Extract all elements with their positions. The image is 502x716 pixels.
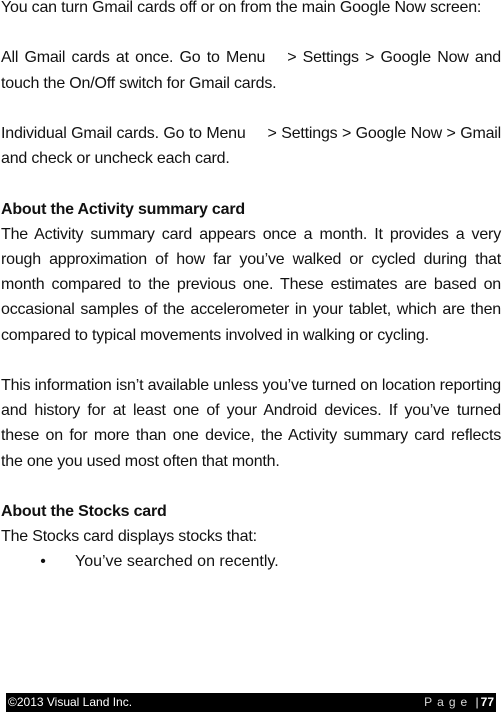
activity-heading: About the Activity summary card [1, 200, 245, 218]
list-item [1, 549, 501, 574]
page-footer [6, 693, 496, 712]
stocks-heading: About the Stocks card [1, 502, 167, 520]
all-cards-paragraph [1, 45, 501, 95]
page-indicator [424, 693, 494, 712]
individual-cards-text-end: > Settings > Google Now > Gmail and check or uncheck each card. [1, 124, 501, 168]
page-number: 77 [480, 695, 494, 709]
individual-cards-text-start: Individual Gmail cards. Go to Menu [1, 124, 246, 142]
stocks-intro: The Stocks card displays stocks that: [1, 528, 257, 546]
all-cards-text-start: All Gmail cards at once. Go to Menu [1, 49, 266, 67]
activity-body-2: This information isn’t available unless you’ve turned on location reporting and history for at least one of your Android devices. If you’ve turned these on for more than one device, the Activity summary card reflects the one you used most often that month. [1, 376, 501, 470]
bullet-icon: • [40, 553, 46, 571]
individual-cards-paragraph [1, 121, 501, 171]
intro-paragraph: You can turn Gmail cards off or on from the main Google Now screen: [1, 0, 482, 16]
activity-body: The Activity summary card appears once a month. It provides a very rough approximation of how far you’ve walked or cycled during that month compared to the previous one. These estimates are based on occasional samples of the accelerometer in your tablet, which are then compared to typical movements involved in walking or cycling. [1, 225, 501, 344]
page-label: Page [424, 695, 473, 709]
page-content [1, 0, 501, 575]
all-cards-text-end: > Settings > Google Now and touch the On/Off switch for Gmail cards. [1, 49, 501, 92]
copyright-text: ©2013 Visual Land Inc. [8, 695, 133, 709]
page-separator: | [475, 695, 479, 709]
list-item-text: You’ve searched on recently. [75, 553, 279, 571]
